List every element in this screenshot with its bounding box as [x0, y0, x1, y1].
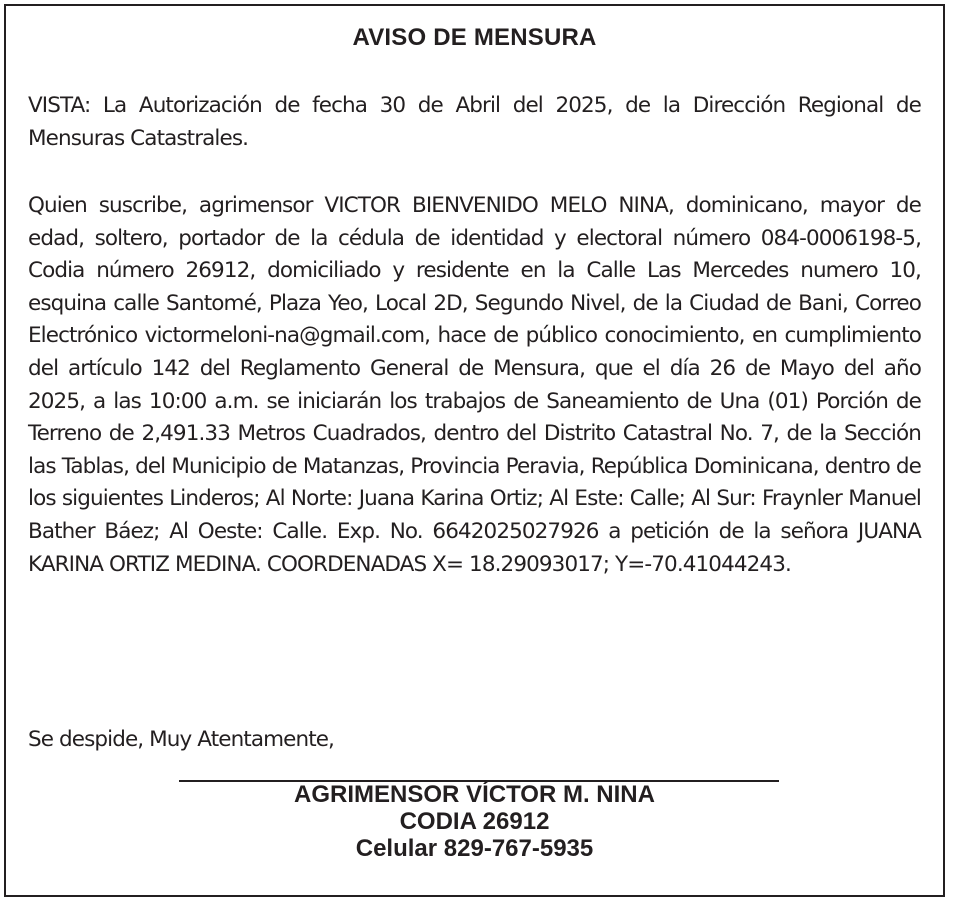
- notice-frame: [4, 4, 945, 897]
- closing-line: Se despide, Muy Atentamente,: [28, 727, 334, 752]
- body-paragraph: Quien suscribe, agrimensor VICTOR BIENVENIDO MELO NINA, dominicano, mayor de edad, soltero, portador de la cédula de identidad y electoral número 084-0006198-5, Codia número 26912, domiciliado y residente en la Calle Las Mercedes numero 10, esquina calle Santomé, Plaza Yeo, Local 2D, Segundo Nivel, de la Ciudad de Bani, Correo Electrónico victormeloni-na@gmail.com, hace de público conocimiento, en cumplimiento del artículo 142 del Reglamento General de Mensura, que el día 26 de Mayo del año 2025, a las 10:00 a.m. se iniciarán los trabajos de Saneamiento de Una (01) Porción de Terreno de 2,491.33 Metros Cuadrados, dentro del Distrito Catastral No. 7, de la Sección las Tablas, del Municipio de Matanzas, Provincia Peravia, República Dominicana, dentro de los siguientes Linderos; Al Norte: Juana Karina Ortiz; Al Este: Calle; Al Sur: Fraynler Manuel Bather Báez; Al Oeste: Calle. Exp. No. 6642025027926 a petición de la señora JUANA KARINA ORTIZ MEDINA. COORDENADAS X= 18.29093017; Y=-70.41044243.: [28, 193, 921, 577]
- notice-title: AVISO DE MENSURA: [352, 24, 597, 51]
- signer-name: AGRIMENSOR VÍCTOR M. NINA: [294, 781, 655, 808]
- signer-codia: CODIA 26912: [399, 808, 550, 835]
- vista-paragraph: VISTA: La Autorización de fecha 30 de Abril del 2025, de la Dirección Regional de Mensuras Catastrales.: [28, 93, 921, 151]
- signer-phone: Celular 829-767-5935: [355, 835, 594, 862]
